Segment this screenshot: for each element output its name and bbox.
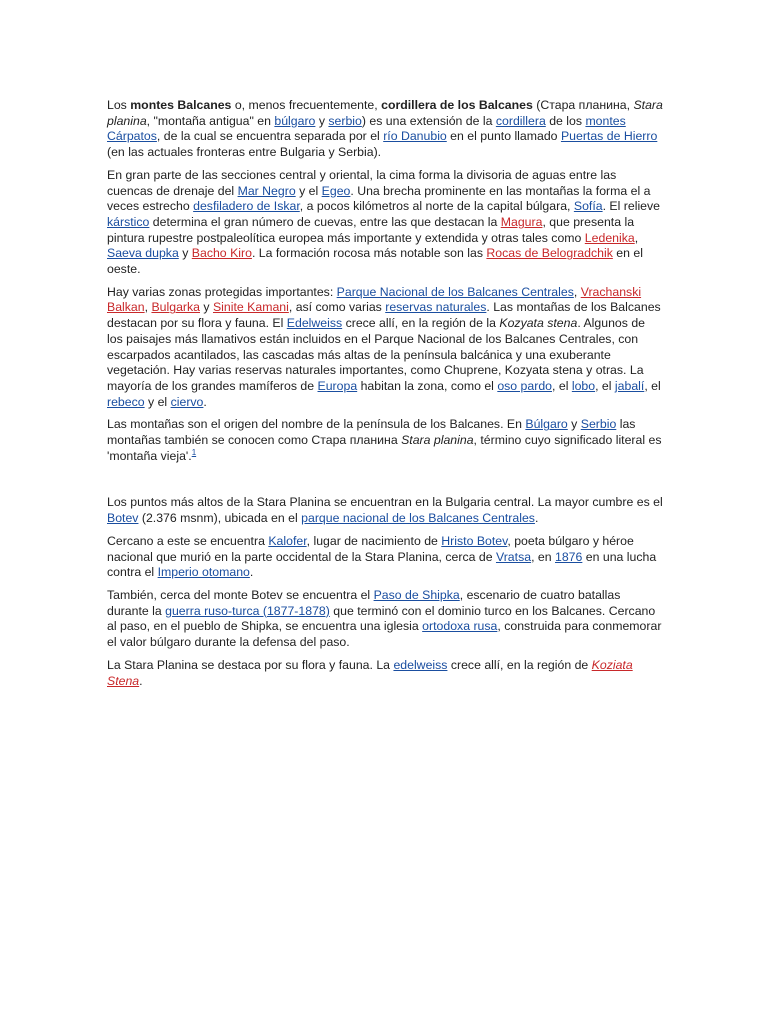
article-link[interactable]: rebeco xyxy=(107,394,145,409)
article-link[interactable]: kárstico xyxy=(107,214,150,229)
bold-term: cordillera de los Balcanes xyxy=(381,98,533,112)
text-run: , escenario de cuatro batallas durante la xyxy=(107,587,621,618)
text-run: , en xyxy=(531,549,555,564)
text-run: . Algunos de los paisajes más llamativos están incluidos en el Parque Nacional de los Balcanes Centrales, con escarpados acantilados, las cascadas más altas de la península balcánica y una exuberante vegetación. Hay varias reservas naturales importantes, como Chuprene, Kozyata stena y otras. La mayoría de los grandes mamíferos de xyxy=(107,316,645,393)
article-link[interactable]: Búlgaro xyxy=(525,417,568,432)
text-run: , lugar de nacimiento de xyxy=(306,533,442,548)
paragraph xyxy=(107,588,663,651)
italic-term: Stara planina xyxy=(107,98,663,128)
text-run: Las montañas son el origen del nombre de la península de los Balcanes. En xyxy=(107,417,526,432)
text-run: y el xyxy=(144,394,171,409)
paragraph xyxy=(107,98,663,161)
text-run: . xyxy=(139,673,143,688)
article-link[interactable]: edelweiss xyxy=(393,657,448,672)
article-link[interactable]: Paso de Shipka xyxy=(373,587,460,602)
article-link[interactable]: Bulgarka xyxy=(151,300,200,315)
article-body xyxy=(107,98,663,696)
article-link[interactable]: Mar Negro xyxy=(237,183,296,198)
text-run: Los puntos más altos de la Stara Planina se encuentran en la Bulgaria central. La mayor cumbre es el xyxy=(107,495,663,510)
text-run: , "montaña antigua" en xyxy=(146,113,275,128)
text-run: , xyxy=(573,284,581,299)
bold-term: montes Balcanes xyxy=(130,98,232,112)
article-link[interactable]: Ledenika xyxy=(584,230,635,245)
text-run: y xyxy=(315,113,329,128)
text-run: y el xyxy=(295,183,322,198)
article-link[interactable]: montes Cárpatos xyxy=(107,113,626,144)
article-link[interactable]: Vratsa xyxy=(495,549,532,564)
article-link[interactable]: Saeva dupka xyxy=(107,246,179,261)
text-run: habitan la zona, como el xyxy=(357,378,498,393)
text-run: , el xyxy=(595,378,615,393)
article-link[interactable]: Europa xyxy=(317,378,358,393)
article-link[interactable]: cordillera xyxy=(495,113,546,128)
article-link[interactable]: Bacho Kiro xyxy=(191,246,252,261)
article-link[interactable]: oso pardo xyxy=(497,378,553,393)
article-link[interactable]: Sofía xyxy=(573,199,603,214)
article-link[interactable]: Vrachanski Balkan xyxy=(107,284,642,315)
text-run: (Стара планина, xyxy=(532,98,634,112)
article-link[interactable]: búlgaro xyxy=(274,113,316,128)
article-link[interactable]: Sinite Kamani xyxy=(212,300,289,315)
text-run: , construida para conmemorar el valor búlgaro durante la defensa del paso. xyxy=(107,619,662,650)
article-link[interactable]: reservas naturales xyxy=(385,300,487,315)
text-run: (2.376 msnm), ubicada en el xyxy=(138,511,302,526)
text-run: , a pocos kilómetros al norte de la capital búlgara, xyxy=(299,199,574,214)
text-run: determina el gran número de cuevas, entre las que destacan la xyxy=(149,214,501,229)
text-run: . xyxy=(249,565,254,580)
text-run: Cercano a este se encuentra xyxy=(107,533,269,548)
paragraph xyxy=(107,285,663,411)
paragraph xyxy=(107,168,663,278)
article-link[interactable]: desfiladero de Iskar xyxy=(193,199,300,214)
text-run: Hay varias zonas protegidas importantes: xyxy=(107,284,337,299)
article-link[interactable]: jabalí xyxy=(614,378,645,393)
article-link[interactable]: ortodoxa rusa xyxy=(422,619,498,634)
text-run: y xyxy=(200,300,213,315)
text-run: y xyxy=(567,417,581,432)
paragraph xyxy=(107,658,663,689)
text-run: , poeta búlgaro y héroe nacional que murió en la parte occidental de la Stara Planina, cerca de xyxy=(107,533,634,564)
article-link[interactable]: Magura xyxy=(500,214,543,229)
text-run: . xyxy=(534,511,539,526)
text-run: , xyxy=(144,300,152,315)
text-run: ) es una extensión de la xyxy=(361,113,496,128)
article-link[interactable]: Parque Nacional de los Balcanes Centrales xyxy=(336,284,574,299)
text-run: . Una brecha prominente en las montañas la forma el a veces estrecho xyxy=(107,183,651,214)
text-run: , que presenta la pintura rupestre postpaleolítica europea más importante y extendida y otras tales como xyxy=(107,214,635,245)
text-run: La Stara Planina se destaca por su flora y fauna. La xyxy=(107,657,394,672)
text-run: , xyxy=(634,230,639,245)
article-link[interactable]: ciervo xyxy=(170,394,204,409)
article-link[interactable]: Botev xyxy=(107,511,139,526)
text-run: y xyxy=(178,246,192,261)
text-run: En gran parte de las secciones central y oriental, la cima forma la divisoria de aguas entre las cuencas de drenaje del xyxy=(107,167,617,198)
article-link[interactable]: Hristo Botev xyxy=(441,533,508,548)
article-link[interactable]: Serbio xyxy=(580,417,617,432)
text-run: crece allí, en la región de la xyxy=(342,316,500,331)
article-link[interactable]: serbio xyxy=(328,113,362,128)
article-link[interactable]: Rocas de Belogradchik xyxy=(486,246,613,261)
text-run: o, menos frecuentemente, xyxy=(231,98,382,112)
paragraph xyxy=(107,495,663,526)
text-run: las montañas también se conocen como Стара планина xyxy=(107,417,636,448)
text-run: que terminó con el dominio turco en los Balcanes. Cercano al paso, en el pueblo de Shipka, se encuentra una iglesia xyxy=(107,603,656,634)
article-link[interactable]: guerra ruso-turca (1877-1878) xyxy=(165,603,330,618)
text-run: en una lucha contra el xyxy=(107,549,657,580)
article-link[interactable]: Imperio otomano xyxy=(157,565,250,580)
text-run: . Las montañas de los Balcanes destacan por su flora y fauna. El xyxy=(107,300,661,331)
article-link[interactable]: río Danubio xyxy=(383,129,447,144)
article-link[interactable]: parque nacional de los Balcanes Centrales xyxy=(301,511,535,526)
text-run: (en las actuales fronteras entre Bulgaria y Serbia). xyxy=(107,145,382,160)
text-run: , el xyxy=(644,378,661,393)
article-link[interactable]: Koziata Stena xyxy=(107,657,633,688)
text-run: crece allí, en la región de xyxy=(447,657,592,672)
text-run: Los xyxy=(107,98,131,112)
text-run: , término cuyo significado literal es 'montaña vieja'. xyxy=(107,433,662,463)
article-link[interactable]: lobo xyxy=(571,378,596,393)
italic-term: Kozyata stena xyxy=(499,316,578,331)
article-link[interactable]: Puertas de Hierro xyxy=(560,129,658,144)
text-run: en el oeste. xyxy=(107,246,643,277)
text-run: . El relieve xyxy=(602,199,661,214)
text-run: , así como varias xyxy=(288,300,386,315)
footnote-reference[interactable]: 1 xyxy=(191,447,197,457)
text-run: . xyxy=(203,394,207,409)
article-link[interactable]: 1876 xyxy=(555,549,583,564)
paragraph xyxy=(107,417,663,464)
text-run: También, cerca del monte Botev se encuentra el xyxy=(107,587,374,602)
article-link[interactable]: Egeo xyxy=(321,183,351,198)
paragraph xyxy=(107,534,663,581)
article-link[interactable]: Edelweiss xyxy=(286,316,343,331)
article-link[interactable]: Kalofer xyxy=(268,533,307,548)
text-run: , de la cual se encuentra separada por el xyxy=(156,129,384,144)
text-run: . La formación rocosa más notable son las xyxy=(251,246,487,261)
text-run: de los xyxy=(545,113,586,128)
italic-term: Stara planina xyxy=(401,433,474,448)
text-run: en el punto llamado xyxy=(446,129,561,144)
text-run: , el xyxy=(552,378,572,393)
